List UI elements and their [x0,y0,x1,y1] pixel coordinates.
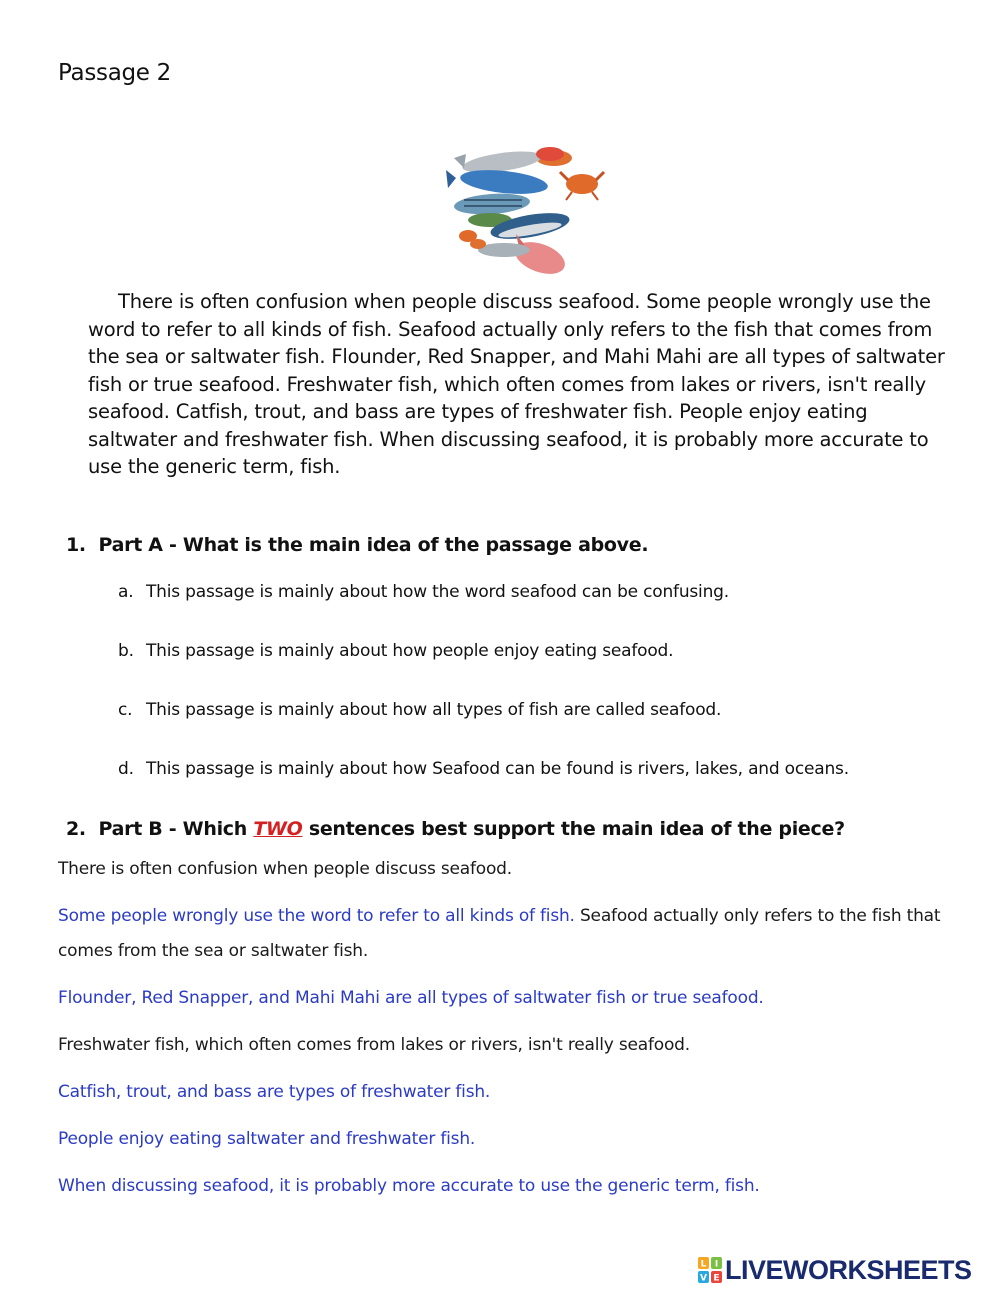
answer-option-c[interactable] [118,700,721,720]
option-text: This passage is mainly about how people enjoy eating seafood. [146,641,674,661]
sentence-choices [58,852,958,1216]
option-text: This passage is mainly about how all types of fish are called seafood. [146,700,722,720]
sentence-choice-7[interactable]: People enjoy eating saltwater and freshwater fish. [58,1129,476,1149]
answer-option-b[interactable] [118,641,673,661]
option-text: This passage is mainly about how the word seafood can be confusing. [146,582,729,602]
option-letter: a. [118,582,134,602]
sentence-choice-4[interactable]: Flounder, Red Snapper, and Mahi Mahi are all types of saltwater fish or true seafood. [58,988,764,1008]
liveworksheets-brand [698,1255,972,1285]
liveworksheets-logo-icon [698,1257,722,1283]
passage-text: There is often confusion when people discuss seafood. Some people wrongly use the word to refer to all kinds of fish. Seafood actually only refers to the fish that comes from the sea or saltwater fish. Flounder, Red Snapper, and Mahi Mahi are all types of saltwater fish or true seafood. Freshwater fish, which often comes from lakes or rivers, isn't really seafood. Catfish, trout, and bass are types of freshwater fish. People enjoy eating saltwater and freshwater fish. When discussing seafood, it is probably more accurate to use the generic term, fish. [88,290,945,478]
sentence-choice-2[interactable]: Some people wrongly use the word to refer to all kinds of fish. [58,906,575,926]
question-1-title [66,534,648,556]
option-letter: b. [118,641,134,661]
svg-text:E: E [713,1273,720,1283]
option-letter: d. [118,759,134,779]
svg-text:I: I [714,1259,719,1270]
question-1-number: 1. [66,534,86,556]
svg-text:L: L [700,1259,707,1270]
question-2-text-after: sentences best support the main idea of the piece? [308,818,845,840]
seafood-illustration-icon [442,140,612,280]
question-2-number: 2. [66,818,86,840]
brand-name: LIVEWORKSHEETS [725,1254,972,1285]
answer-option-a[interactable] [118,582,729,602]
svg-text:V: V [700,1273,707,1283]
answer-option-d[interactable] [118,759,849,779]
question-2-title [66,818,845,840]
page-title: Passage 2 [58,60,171,86]
question-2-text-before: Part B - Which [98,818,247,840]
sentence-choice-3[interactable]: Seafood actually only refers to the fish that comes from the sea or saltwater fish. [58,906,941,961]
option-letter: c. [118,700,133,720]
question-2-emphasis: TWO [253,818,303,840]
sentence-choice-8[interactable]: When discussing seafood, it is probably more accurate to use the generic term, fish. [58,1176,760,1196]
option-text: This passage is mainly about how Seafood can be found is rivers, lakes, and oceans. [146,759,849,779]
question-1-text: Part A - What is the main idea of the passage above. [98,534,649,556]
sentence-choice-6[interactable]: Catfish, trout, and bass are types of freshwater fish. [58,1082,491,1102]
sentence-choice-5[interactable]: Freshwater fish, which often comes from lakes or rivers, isn't really seafood. [58,1035,690,1055]
sentence-choice-1[interactable]: There is often confusion when people discuss seafood. [58,859,512,879]
